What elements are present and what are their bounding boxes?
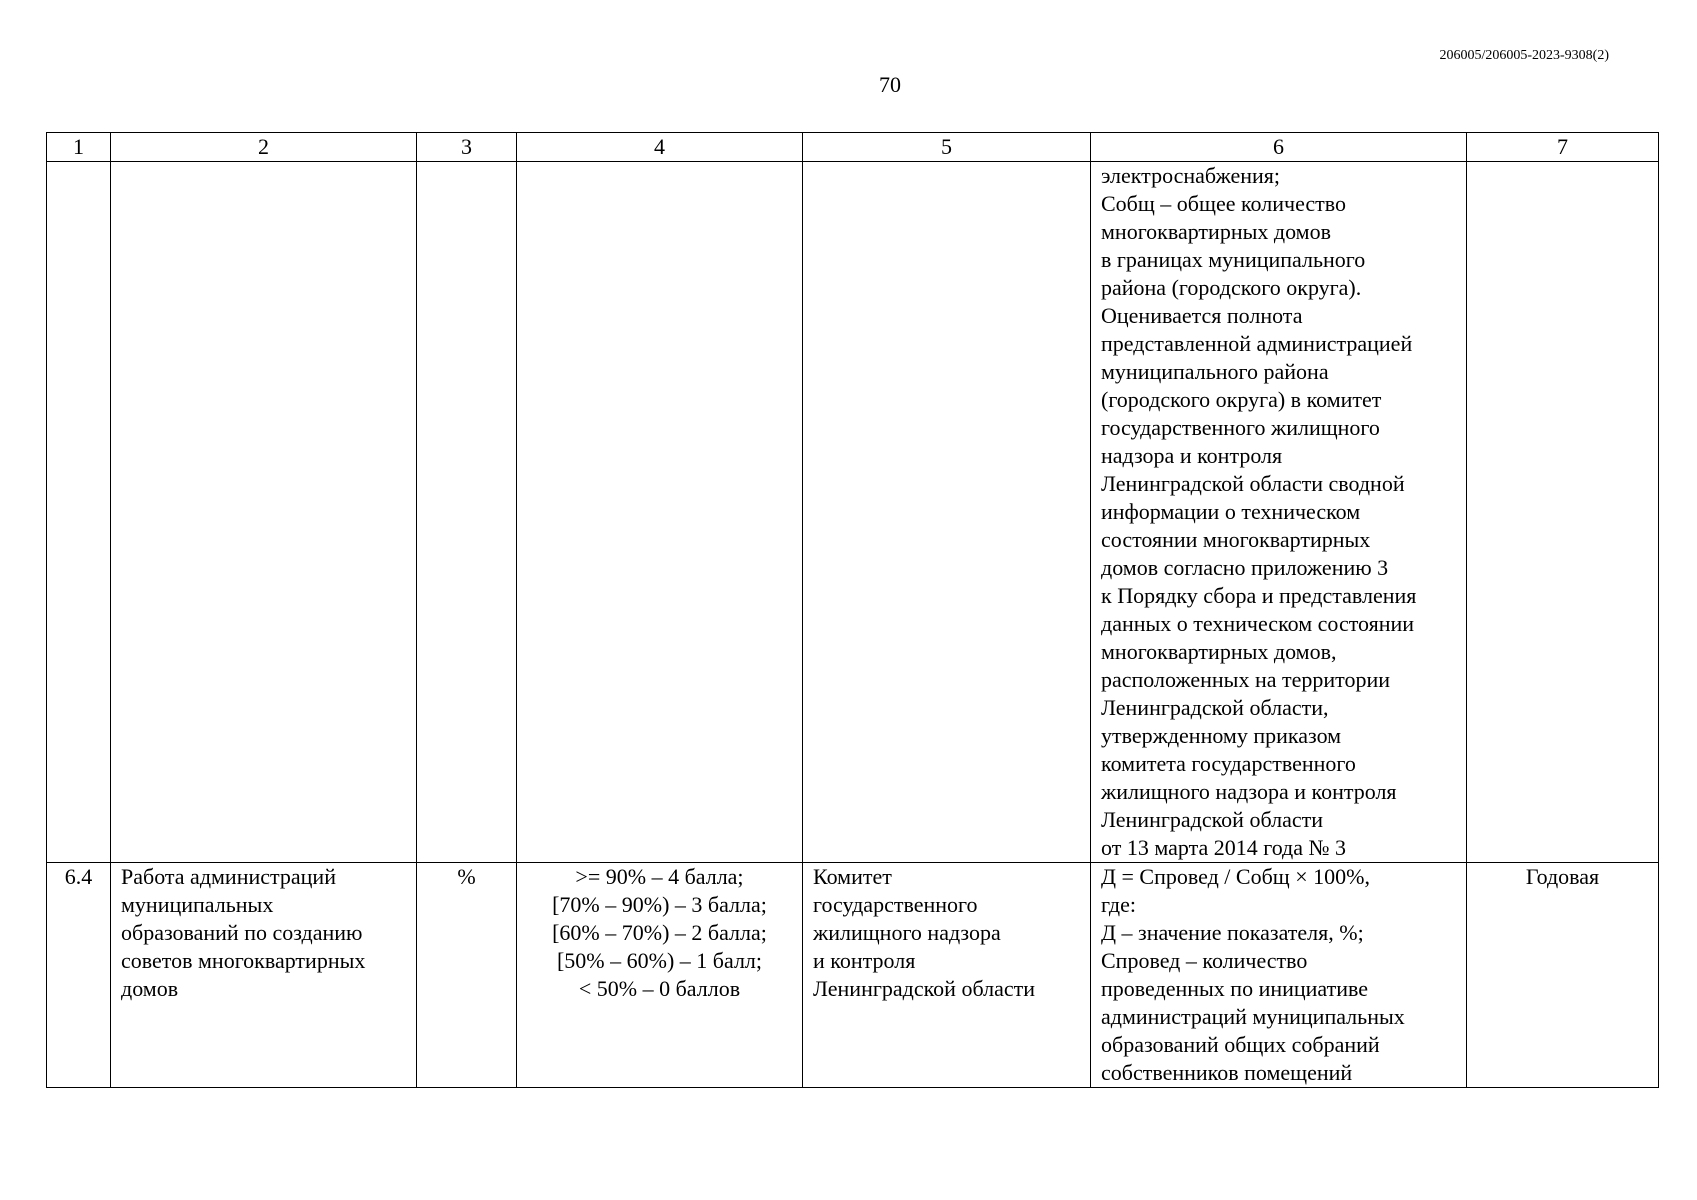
text-line: советов многоквартирных: [121, 948, 366, 973]
text-line: комитета государственного: [1101, 751, 1356, 776]
indicator-formula: [1091, 863, 1467, 1088]
empty-cell: [47, 162, 111, 863]
empty-cell: [111, 162, 417, 863]
text-line: образований общих собраний: [1101, 1032, 1380, 1057]
text-line: утвержденному приказом: [1101, 723, 1342, 748]
text-line: [60% – 70%) – 2 балла;: [552, 920, 767, 945]
empty-cell: [803, 162, 1091, 863]
indicator-periodicity: Годовая: [1467, 863, 1659, 1088]
text-line: Оценивается полнота: [1101, 303, 1303, 328]
indicator-unit: %: [417, 863, 517, 1088]
text-line: состоянии многоквартирных: [1101, 527, 1371, 552]
text-line: данных о техническом состоянии: [1101, 611, 1415, 636]
text-line: от 13 марта 2014 года № 3: [1101, 835, 1347, 860]
text-line: жилищного надзора и контроля: [1101, 779, 1397, 804]
empty-cell: [517, 162, 803, 863]
column-header-6: 6: [1091, 133, 1467, 162]
empty-cell: [1467, 162, 1659, 863]
text-line: образований по созданию: [121, 920, 363, 945]
text-line: представленной администрацией: [1101, 331, 1413, 356]
text-line: Собщ – общее количество: [1101, 191, 1346, 216]
text-line: Ленинградской области: [813, 976, 1035, 1001]
column-header-3: 3: [417, 133, 517, 162]
empty-cell: [417, 162, 517, 863]
text-line: (городского округа) в комитет: [1101, 387, 1382, 412]
text-line: многоквартирных домов: [1101, 219, 1331, 244]
text-line: электроснабжения;: [1101, 163, 1281, 188]
text-line: расположенных на территории: [1101, 667, 1391, 692]
text-line: администраций муниципальных: [1101, 1004, 1405, 1029]
text-line: Работа администраций: [121, 864, 336, 889]
text-line: собственников помещений: [1101, 1060, 1353, 1085]
text-line: < 50% – 0 баллов: [578, 976, 741, 1001]
text-line: Д – значение показателя, %;: [1101, 920, 1364, 945]
formula-continuation-cell: [1091, 162, 1467, 863]
text-line: Спровед – количество: [1101, 948, 1308, 973]
page-number: 70: [879, 72, 901, 97]
text-line: и контроля: [813, 948, 916, 973]
text-line: муниципального района: [1101, 359, 1329, 384]
text-line: проведенных по инициативе: [1101, 976, 1369, 1001]
column-number-row: [47, 133, 1659, 162]
table-row: [47, 863, 1659, 1088]
column-header-1: 1: [47, 133, 111, 162]
document-id: 206005/206005-2023-9308(2): [1439, 48, 1609, 63]
text-line: Комитет: [813, 864, 892, 889]
text-line: в границах муниципального: [1101, 247, 1366, 272]
text-line: государственного: [813, 892, 978, 917]
text-line: >= 90% – 4 балла;: [575, 864, 744, 889]
indicator-number: 6.4: [47, 863, 111, 1088]
column-header-2: 2: [111, 133, 417, 162]
text-line: жилищного надзора: [813, 920, 1001, 945]
text-line: государственного жилищного: [1101, 415, 1380, 440]
text-line: информации о техническом: [1101, 499, 1361, 524]
text-line: к Порядку сбора и представления: [1101, 583, 1417, 608]
text-line: Ленинградской области,: [1101, 695, 1329, 720]
text-line: района (городского округа).: [1101, 275, 1362, 300]
text-line: [50% – 60%) – 1 балл;: [556, 948, 763, 973]
indicator-scale: [517, 863, 803, 1088]
text-line: домов согласно приложению 3: [1101, 555, 1389, 580]
text-line: [70% – 90%) – 3 балла;: [552, 892, 767, 917]
indicators-table: [46, 132, 1659, 1088]
text-line: Ленинградской области: [1101, 807, 1323, 832]
text-line: домов: [121, 976, 179, 1001]
text-line: Д = Спровед / Собщ × 100%,: [1101, 864, 1370, 889]
indicator-responsible: [803, 863, 1091, 1088]
text-line: многоквартирных домов,: [1101, 639, 1337, 664]
table-row: [47, 162, 1659, 863]
column-header-7: 7: [1467, 133, 1659, 162]
column-header-4: 4: [517, 133, 803, 162]
text-line: надзора и контроля: [1101, 443, 1283, 468]
column-header-5: 5: [803, 133, 1091, 162]
text-line: где:: [1101, 892, 1136, 917]
text-line: муниципальных: [121, 892, 274, 917]
indicator-name: [111, 863, 417, 1088]
text-line: Ленинградской области сводной: [1101, 471, 1405, 496]
